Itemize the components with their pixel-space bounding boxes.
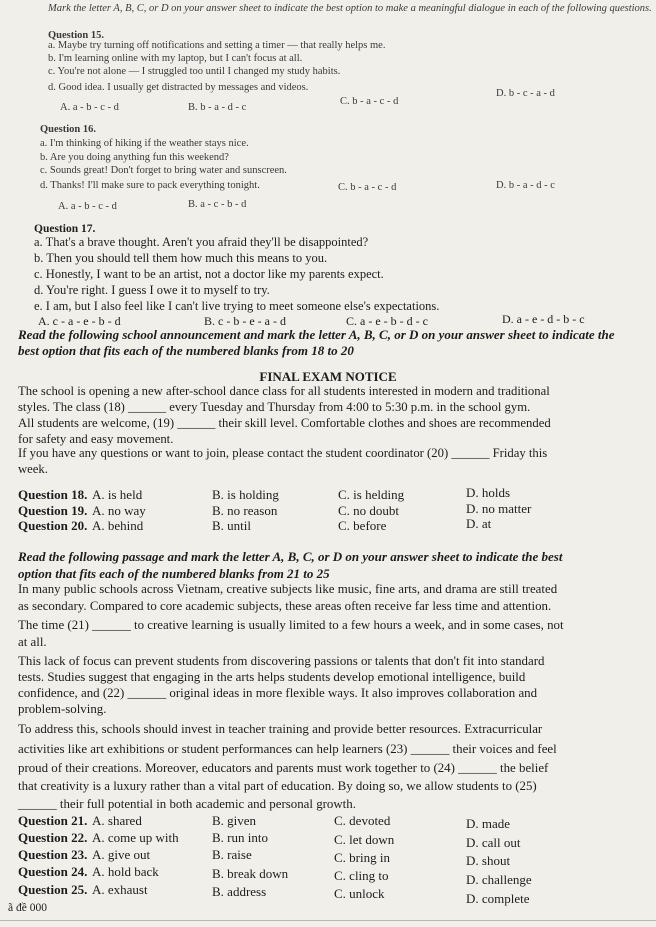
- question-label: Question 16.: [40, 124, 97, 135]
- option-d[interactable]: D. a - e - d - b - c: [502, 312, 585, 326]
- dialogue-line: b. Then you should tell them how much this means to you.: [34, 251, 328, 265]
- option-d[interactable]: D. complete: [466, 891, 530, 906]
- option-a[interactable]: A. a - b - c - d: [58, 201, 117, 212]
- option-d[interactable]: D. call out: [466, 835, 521, 850]
- passage-line: This lack of focus can prevent students from discovering passions or talents that don't fit into standard: [18, 654, 545, 668]
- option-c[interactable]: C. b - a - c - d: [340, 96, 399, 107]
- question-label: Question 23.: [18, 847, 88, 862]
- question-label: Question 22.: [18, 830, 88, 845]
- option-b[interactable]: B. until: [212, 518, 252, 533]
- option-b[interactable]: B. c - b - e - a - d: [204, 314, 286, 328]
- option-b[interactable]: B. a - c - b - d: [188, 199, 247, 210]
- option-c[interactable]: C. b - a - c - d: [338, 182, 397, 193]
- dialogue-line: c. Sounds great! Don't forget to bring water and sunscreen.: [40, 165, 287, 176]
- dialogue-line: d. You're right. I guess I owe it to myself to try.: [34, 283, 270, 297]
- section-instruction: Read the following passage and mark the letter A, B, C, or D on your answer sheet to indicate the best: [18, 549, 563, 564]
- option-c[interactable]: C. a - e - b - d - c: [346, 314, 428, 328]
- dialogue-line: a. I'm thinking of hiking if the weather stays nice.: [40, 138, 249, 149]
- notice-line: If you have any questions or want to join, please contact the student coordinator (20) ______ Friday this: [18, 446, 548, 460]
- option-a[interactable]: A. is held: [92, 487, 143, 502]
- option-b[interactable]: B. given: [212, 813, 257, 828]
- passage-line: activities like art exhibitions or student performances can help learners (23) ______ their voices and feel: [18, 742, 557, 756]
- option-c[interactable]: C. is helding: [338, 487, 405, 502]
- option-b[interactable]: B. is holding: [212, 487, 279, 502]
- passage-line: In many public schools across Vietnam, creative subjects like music, fine arts, and drama are still treated: [18, 582, 558, 596]
- section-instruction: option that fits each of the numbered blanks from 21 to 25: [18, 566, 330, 581]
- option-b[interactable]: B. b - a - d - c: [188, 102, 247, 113]
- passage-line: The time (21) ______ to creative learning is usually limited to a few hours a week, and in some cases, not: [18, 618, 564, 632]
- option-d[interactable]: D. b - a - d - c: [496, 180, 555, 191]
- notice-line: styles. The class (18) ______ every Tuesday and Thursday from 4:00 to 5:30 p.m. in the school gym.: [18, 400, 531, 414]
- notice-line: for safety and easy movement.: [18, 432, 174, 446]
- passage-line: as secondary. Compared to core academic subjects, these areas often receive far less time and attention.: [18, 599, 552, 613]
- dialogue-line: d. Thanks! I'll make sure to pack everything tonight.: [40, 180, 260, 191]
- option-c[interactable]: C. cling to: [334, 868, 389, 883]
- question-label: Question 21.: [18, 813, 88, 828]
- passage-line: To address this, schools should invest in teacher training and provide better resources. Extracurricular: [18, 722, 543, 736]
- passage-line: proud of their creations. Moreover, educators and parents must work together to (24) ______ the belief: [18, 761, 549, 775]
- option-a[interactable]: A. a - b - c - d: [60, 102, 119, 113]
- option-b[interactable]: B. break down: [212, 866, 289, 881]
- question-label: Question 20.: [18, 518, 88, 533]
- question-label: Question 18.: [18, 487, 88, 502]
- passage-line: that creativity is a luxury rather than a vital part of education. By doing so, we allow students to (25): [18, 779, 537, 793]
- option-a[interactable]: A. exhaust: [92, 882, 148, 897]
- question-label: Question 17.: [34, 223, 96, 235]
- notice-title: FINAL EXAM NOTICE: [259, 369, 397, 384]
- option-b[interactable]: B. address: [212, 884, 267, 899]
- option-d[interactable]: D. at: [466, 516, 492, 531]
- option-a[interactable]: A. behind: [92, 518, 144, 533]
- option-b[interactable]: B. run into: [212, 830, 268, 845]
- dialogue-line: a. Maybe try turning off notifications and setting a timer — that really helps me.: [48, 40, 386, 51]
- passage-line: problem-solving.: [18, 702, 107, 716]
- footer-rule: [0, 920, 656, 921]
- option-c[interactable]: C. devoted: [334, 813, 391, 828]
- question-label: Question 19.: [18, 503, 88, 518]
- question-label: Question 15.: [48, 30, 105, 41]
- option-a[interactable]: A. shared: [92, 813, 142, 828]
- question-label: Question 25.: [18, 882, 88, 897]
- option-c[interactable]: C. no doubt: [338, 503, 400, 518]
- option-b[interactable]: B. no reason: [212, 503, 278, 518]
- dialogue-line: b. I'm learning online with my laptop, but I can't focus at all.: [48, 53, 303, 64]
- option-b[interactable]: B. raise: [212, 847, 252, 862]
- option-c[interactable]: C. bring in: [334, 850, 390, 865]
- footer-exam-code: ã đề 000: [8, 902, 47, 914]
- question-label: Question 24.: [18, 864, 88, 879]
- dialogue-line: d. Good idea. I usually get distracted by messages and videos.: [48, 82, 309, 93]
- instruction-top: Mark the letter A, B, C, or D on your answer sheet to indicate the best option to make a meaningful dialogue in each of the following questions.: [48, 3, 652, 14]
- dialogue-line: b. Are you doing anything fun this weekend?: [40, 152, 229, 163]
- option-a[interactable]: A. no way: [92, 503, 146, 518]
- dialogue-line: a. That's a brave thought. Aren't you afraid they'll be disappointed?: [34, 235, 369, 249]
- notice-line: week.: [18, 462, 48, 476]
- option-d[interactable]: D. challenge: [466, 872, 532, 887]
- option-d[interactable]: D. no matter: [466, 501, 532, 516]
- option-d[interactable]: D. b - c - a - d: [496, 88, 555, 99]
- dialogue-line: e. I am, but I also feel like I can't live trying to meet someone else's expectations.: [34, 299, 440, 313]
- section-instruction: Read the following school announcement and mark the letter A, B, C, or D on your answer sheet to indicate the best option that fits each of the numbered blanks from 18 to 20: [18, 327, 615, 358]
- option-a[interactable]: A. hold back: [92, 864, 159, 879]
- option-d[interactable]: D. made: [466, 816, 511, 831]
- passage-line: at all.: [18, 635, 47, 649]
- notice-line: The school is opening a new after-school dance class for all students interested in modern and traditional: [18, 384, 550, 398]
- option-a[interactable]: A. c - a - e - b - d: [38, 314, 121, 328]
- passage-line: ______ their full potential in both academic and personal growth.: [18, 797, 356, 811]
- option-d[interactable]: D. holds: [466, 485, 511, 500]
- passage-line: confidence, and (22) ______ original ideas in more flexible ways. It also improves collaboration and: [18, 686, 538, 700]
- dialogue-line: c. Honestly, I want to be an artist, not a doctor like my parents expect.: [34, 267, 384, 281]
- notice-line: All students are welcome, (19) ______ their skill level. Comfortable clothes and shoes are recommended: [18, 416, 551, 430]
- option-c[interactable]: C. unlock: [334, 886, 385, 901]
- option-c[interactable]: C. before: [338, 518, 387, 533]
- option-a[interactable]: A. come up with: [92, 830, 179, 845]
- option-d[interactable]: D. shout: [466, 853, 511, 868]
- option-a[interactable]: A. give out: [92, 847, 151, 862]
- dialogue-line: c. You're not alone — I struggled too until I changed my study habits.: [48, 66, 341, 77]
- option-c[interactable]: C. let down: [334, 832, 395, 847]
- passage-line: tests. Studies suggest that engaging in the arts helps students develop emotional intelligence, build: [18, 670, 526, 684]
